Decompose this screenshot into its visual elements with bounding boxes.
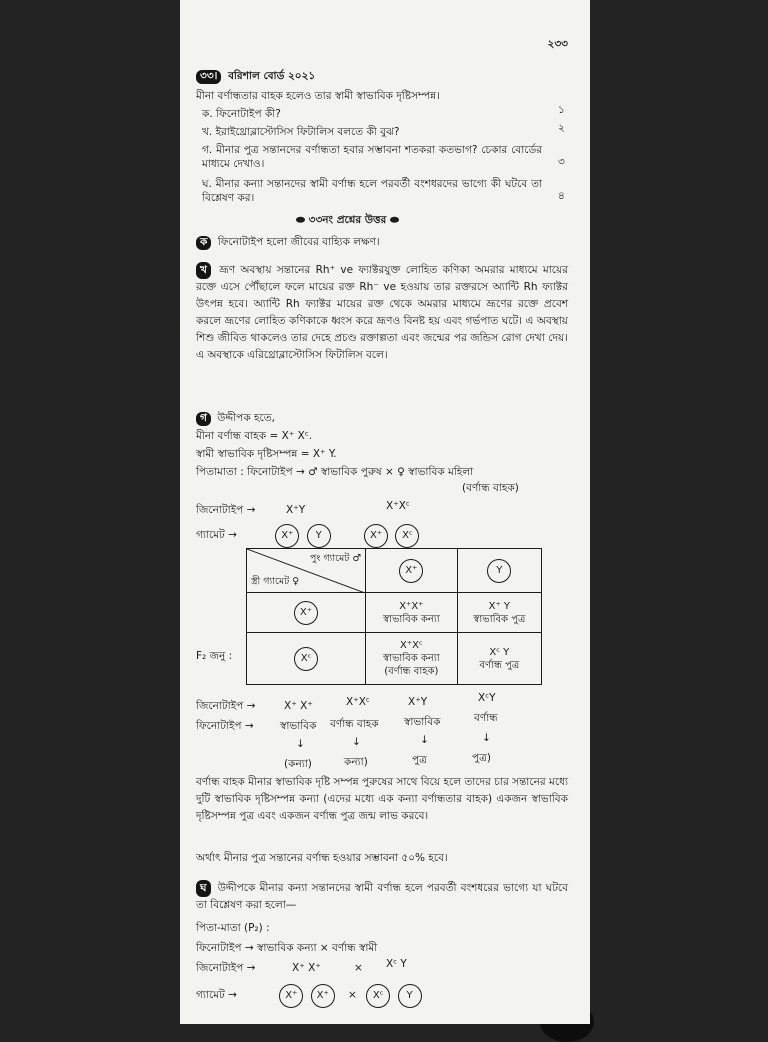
part-text: মীনার পুত্র সন্তানদের বর্ণান্ধতা হবার সম্ভাবনা শতকরা কতভাগ? চেকার বোর্ডের মাধ্যমে দেখাও। — [202, 144, 543, 170]
f2-label: F₂ জনু : — [196, 650, 233, 662]
punnett-square — [246, 548, 542, 685]
gamete-label: গ্যামেট → — [196, 989, 237, 1002]
answer-ga-intro — [196, 412, 275, 426]
gamete-label: গ্যামেট → — [196, 529, 237, 542]
summary-kind: (কন্যা) — [284, 758, 312, 770]
gamete-circle: Y — [487, 559, 511, 583]
ornament-left-icon: ⬬ — [296, 214, 305, 226]
summary-phenotype: বর্ণান্ধ — [474, 712, 498, 724]
ornament-right-icon: ⬬ — [389, 214, 399, 226]
offspring-cell — [366, 593, 458, 633]
summary-phenotype-label: ফিনোটাইপ → — [196, 720, 254, 732]
gha-genotype-left: X⁺ X⁺ — [292, 962, 321, 974]
question-part-kha — [202, 126, 400, 140]
female-gamete-2-cell — [247, 633, 366, 685]
offspring-note: (বর্ণান্ধ বাহক) — [384, 666, 439, 677]
husband-genotype: স্বামী স্বাভাবিক দৃষ্টিসম্পন্ন = X⁺ Y. — [196, 448, 337, 460]
offspring-phenotype: বর্ণান্ধ পুত্র — [479, 659, 520, 671]
offspring-genotype: X⁺X⁺ — [399, 600, 424, 612]
gamete-circle: X⁺ — [294, 601, 318, 625]
gamete-circle: X⁺ — [364, 524, 388, 548]
part-label: ঘ. — [202, 178, 212, 190]
marks-ka: ১ — [558, 104, 565, 116]
down-arrow-icon: ↓ — [420, 734, 429, 746]
offspring-phenotype: স্বাভাবিক কন্যা — [382, 653, 440, 664]
question-part-ka — [202, 108, 281, 122]
genotype-male: X⁺Y — [286, 504, 306, 516]
board-name: বরিশাল বোর্ড ২০২১ — [228, 70, 316, 82]
female-gamete-1-cell — [247, 593, 366, 633]
question-part-gha — [202, 178, 542, 205]
gha-cross: × — [354, 962, 363, 974]
marks-ga: ৩ — [558, 156, 565, 168]
offspring-cell — [366, 633, 458, 685]
answer-ga-intro-text: উদ্দীপক হতে, — [217, 412, 275, 424]
answer-gha-badge: ঘ — [196, 880, 211, 897]
answer-ka-badge: ক — [196, 236, 211, 250]
gamete-row — [196, 524, 423, 548]
gamete-circle: X⁺ — [275, 524, 299, 548]
answer-heading — [296, 214, 399, 228]
punnett-header-cell — [247, 549, 366, 593]
question-stem: মীনা বর্ণান্ধতার বাহক হলেও তার স্বামী স্বাভাবিক দৃষ্টিসম্পন্ন। — [196, 90, 440, 102]
part-text: মীনার কন্যা সন্তানদের স্বামী বর্ণান্ধ হলে পরবর্তী বংশধরদের ভাগ্যে কী ঘটবে তা বিশ্লেষণ কর। — [202, 178, 542, 204]
gamete-circle: X⁺ — [279, 984, 303, 1008]
answer-kha-badge: খ — [196, 262, 211, 279]
gamete-circle: Y — [398, 984, 422, 1008]
summary-genotype: X⁺Y — [408, 696, 428, 708]
answer-ga-conclusion: বর্ণান্ধ বাহক মীনার স্বাভাবিক দৃষ্টি সম্পন্ন পুরুষের সাথে বিয়ে হলে তাদের চার সন্তানের মধ্যে দুটি স্বাভাবিক দৃষ্টিসম্পন্ন কন্যা (এদের মধ্যে এক কন্যা বর্ণান্ধতার বাহক) একজন স্বাভাবিক দৃষ্টিসম্পন্ন পুত্র এবং একজন বর্ণান্ধ পুত্র জন্ম লাভ করবে। — [196, 776, 568, 822]
offspring-phenotype: স্বাভাবিক পুত্র — [473, 613, 526, 625]
answer-ga-result: অর্থাৎ মীনার পুত্র সন্তানের বর্ণান্ধ হওয়ার সম্ভাবনা ৫০% হবে। — [196, 852, 448, 864]
summary-phenotype: স্বাভাবিক — [404, 716, 441, 728]
summary-genotype: X⁺ X⁺ — [284, 700, 313, 712]
part-label: খ. — [202, 126, 213, 138]
summary-kind: পুত্র) — [472, 752, 491, 764]
female-gamete-header: স্ত্রী গ্যামেট ♀ — [251, 575, 300, 587]
gamete-circle: X⁺ — [311, 984, 335, 1008]
gha-phenotype: ফিনোটাইপ → স্বাভাবিক কন্যা × বর্ণান্ধ স্বামী — [196, 942, 378, 954]
answer-gha-text: উদ্দীপকে মীনার কন্যা সন্তানদের স্বামী বর্ণান্ধ হলে পরবর্তী বংশধরের ভাগ্যে যা ঘটবে তা বিশ্লেষণ করা হলো— — [196, 882, 568, 911]
genotype-row — [196, 504, 255, 518]
male-gamete-1-cell — [366, 549, 458, 593]
part-label: ক. — [202, 108, 213, 120]
question-header — [196, 70, 315, 84]
down-arrow-icon: ↓ — [296, 738, 305, 750]
part-label: গ. — [202, 144, 213, 156]
gamete-circle: Y — [307, 524, 331, 548]
summary-kind: পুত্র — [412, 754, 427, 766]
part-text: ফিনোটাইপ কী? — [216, 108, 281, 120]
gha-genotype-right: Xᶜ Y — [386, 958, 407, 970]
parents-note: (বর্ণান্ধ বাহক) — [462, 482, 519, 494]
down-arrow-icon: ↓ — [352, 736, 361, 748]
question-part-ga — [202, 144, 542, 171]
answer-ga-badge: গ — [196, 412, 211, 426]
meena-genotype: মীনা বর্ণান্ধ বাহক = X⁺ Xᶜ. — [196, 430, 313, 442]
answer-heading-text: ৩৩নং প্রশ্নের উত্তর — [308, 214, 387, 226]
genotype-female: X⁺Xᶜ — [386, 500, 410, 512]
marks-kha: ২ — [558, 122, 565, 134]
summary-phenotype: স্বাভাবিক — [280, 720, 317, 732]
summary-phenotype: বর্ণান্ধ বাহক — [330, 718, 379, 730]
down-arrow-icon: ↓ — [482, 732, 491, 744]
offspring-cell — [457, 593, 541, 633]
marks-gha: ৪ — [558, 190, 565, 202]
answer-ka-text: ফিনোটাইপ হলো জীবের বাহ্যিক লক্ষণ। — [217, 236, 380, 248]
male-gamete-header: পুং গ্যামেট ♂ — [309, 553, 361, 564]
offspring-cell — [457, 633, 541, 685]
gamete-circle: X⁺ — [399, 559, 423, 583]
answer-kha — [196, 262, 568, 364]
page-number: ২৩৩ — [547, 38, 568, 50]
answer-ka — [196, 236, 380, 250]
summary-genotype: XᶜY — [478, 692, 496, 704]
cross-sign: × — [348, 989, 357, 1002]
offspring-genotype: Xᶜ Y — [489, 646, 510, 658]
gamete-circle: Xᶜ — [366, 984, 390, 1008]
answer-gha — [196, 880, 568, 914]
question-number: ৩৩। — [196, 70, 221, 84]
genotype-label: জিনোটাইপ → — [196, 504, 256, 516]
answer-kha-text: ভ্রূণ অবস্থায় সন্তানের Rh⁺ ve ফ্যাক্টরযুক্ত লোহিত কণিকা অমরার মাধ্যমে মায়ের রক্তে এসে পৌঁছালে ফলে মায়ের রক্ত Rh⁻ ve হওয়ায় তার রক্তরসে অ্যান্টি Rh ফ্যাক্টর উৎপন্ন হবে। অ্যান্টি Rh ফ্যাক্টর মায়ের রক্ত থেকে অমরার মাধ্যমে ভ্রূণের রক্তে প্রবেশ করলে ভ্রূণের লোহিত কণিকাকে ধ্বংস করে ভ্রূণও বিনষ্ট হয় এবং গর্ভপাত ঘটে। এ অবস্থায় শিশু জীবিত থাকলেও তার দেহে প্রচণ্ড রক্তাল্পতা এবং জন্মের পর জন্ডিস রোগ দেখা দেয়। এ অবস্থাকে এরিথ্রোব্লাস্টোসিস ফিটালিস বলে। — [196, 264, 568, 361]
gha-gamete-row — [196, 984, 426, 1008]
gha-parents: পিতা-মাতা (P₂) : — [196, 922, 270, 934]
gamete-circle: Xᶜ — [395, 524, 419, 548]
offspring-phenotype: স্বাভাবিক কন্যা — [382, 613, 440, 625]
gamete-circle: Xᶜ — [294, 647, 318, 671]
parents-phenotype: পিতামাতা : ফিনোটাইপ → ♂ স্বাভাবিক পুরুষ × ♀ স্বাভাবিক মহিলা — [196, 466, 474, 478]
offspring-genotype: X⁺ Y — [488, 600, 511, 612]
summary-genotype: X⁺Xᶜ — [346, 696, 370, 708]
summary-genotype-label: জিনোটাইপ → — [196, 700, 256, 712]
part-text: ইরাইথ্রোব্লাস্টোসিস ফিটালিস বলতে কী বুঝ? — [215, 126, 400, 138]
book-page — [180, 0, 590, 1024]
male-gamete-2-cell — [457, 549, 541, 593]
gha-genotype-label: জিনোটাইপ → — [196, 962, 256, 974]
offspring-genotype: X⁺Xᶜ — [399, 640, 423, 651]
summary-kind: কন্যা) — [344, 756, 368, 768]
